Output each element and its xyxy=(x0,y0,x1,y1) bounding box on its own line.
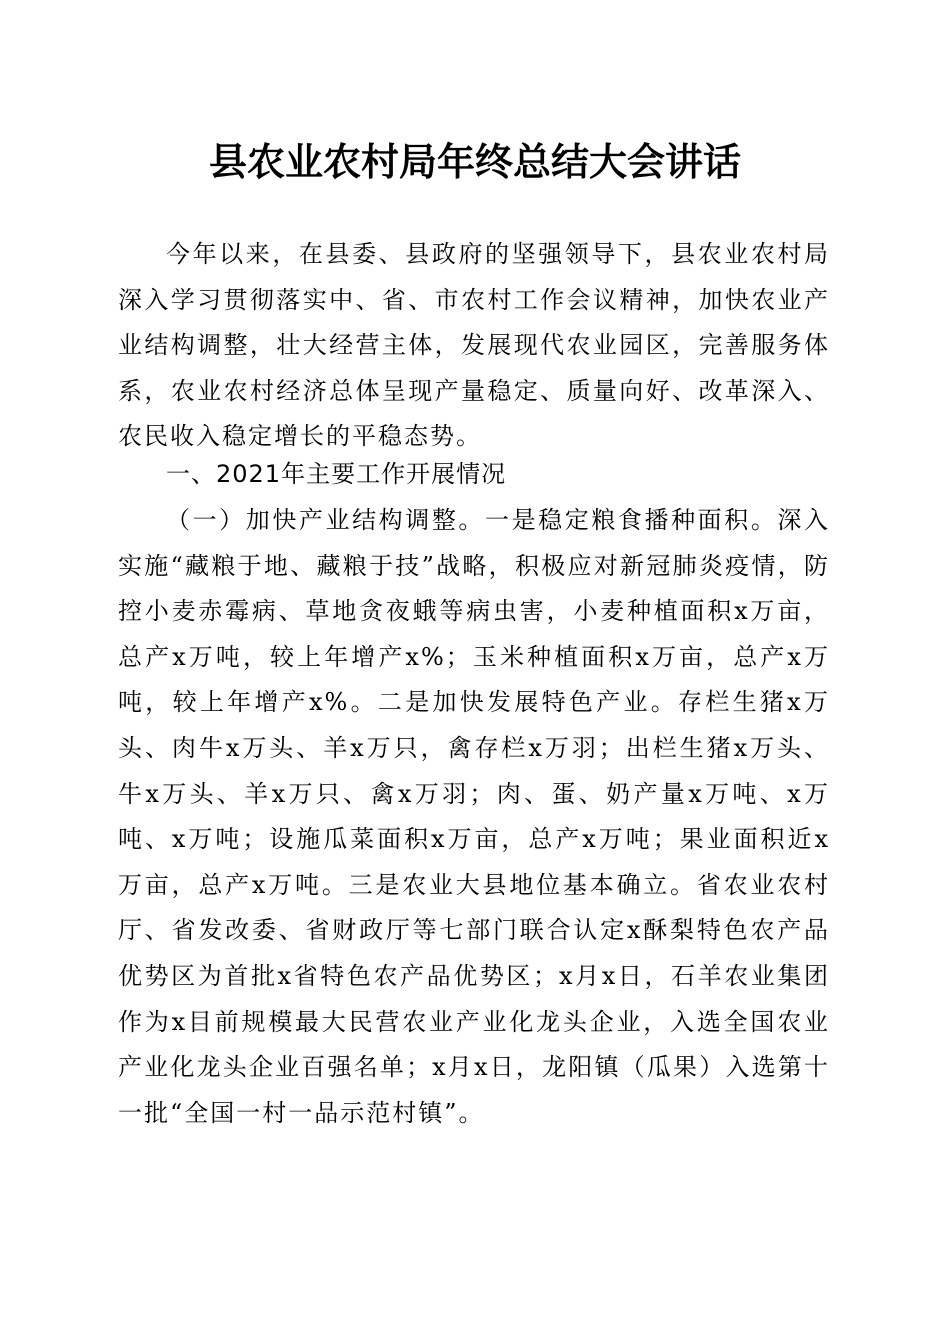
document-title: 县农业农村局年终总结大会讲话 xyxy=(208,139,741,184)
subsection-paragraph xyxy=(118,498,830,1136)
section-heading: 一、2021年主要工作开展情况 xyxy=(166,460,507,488)
subsection-text: 一是稳定粮食播种面积。深入实施“藏粮于地、藏粮于技”战略，积极应对新冠肺炎疫情，防控小麦赤霉病、草地贪夜蛾等病虫害，小麦种植面积x万亩，总产x万吨，较上年增产x%；玉米种植面积x万亩，总产x万吨，较上年增产x%。二是加快发展特色产业。存栏生猪x万头、肉牛x万头、羊x万只，禽存栏x万羽；出栏生猪x万头、牛x万头、羊x万只、禽x万羽；肉、蛋、奶产量x万吨、x万吨、x万吨；设施瓜菜面积x万亩，总产x万吨；果业面积近x万亩，总产x万吨。三是农业大县地位基本确立。省农业农村厅、省发改委、省财政厅等七部门联合认定x酥梨特色农产品优势区为首批x省特色农产品优势区；x月x日，石羊农业集团作为x目前规模最大民营农业产业化龙头企业，入选全国农业产业化龙头企业百强名单；x月x日，龙阳镇（瓜果）入选第十一批“全国一村一品示范村镇”。 xyxy=(118,506,830,1127)
subsection-lead: （一）加快产业结构调整。 xyxy=(166,506,485,534)
intro-paragraph: 今年以来，在县委、县政府的坚强领导下，县农业农村局深入学习贯彻落实中、省、市农村工作会议精神，加快农业产业结构调整，壮大经营主体，发展现代农业园区，完善服务体系，农业农村经济总体呈现产量稳定、质量向好、改革深入、农民收入稳定增长的平稳态势。 xyxy=(118,240,830,451)
